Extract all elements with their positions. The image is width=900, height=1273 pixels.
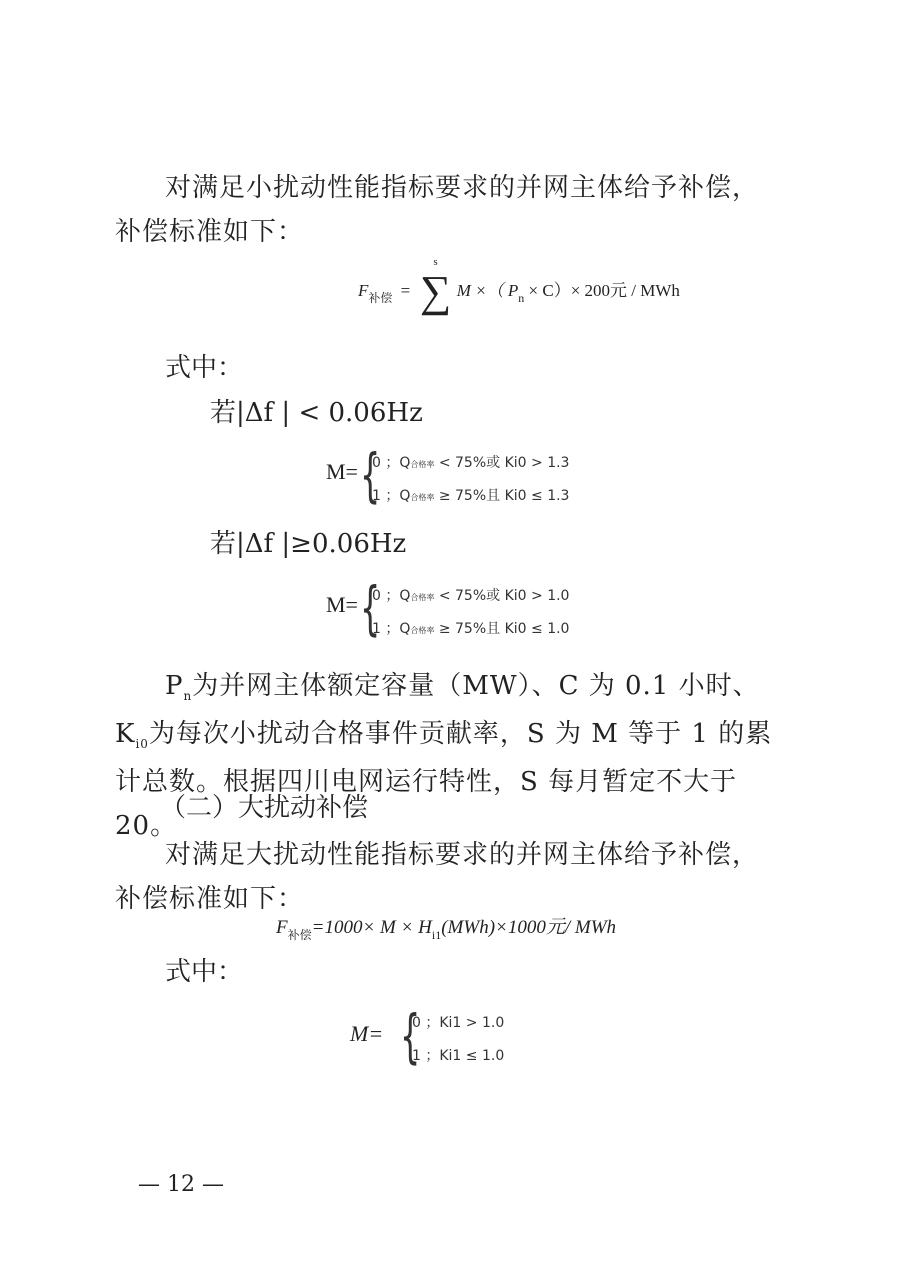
formula1-sum (419, 256, 453, 316)
m1-label: M= (326, 459, 358, 484)
formula1-body-sub: n (518, 290, 525, 305)
heading-large-disturbance: （二）大扰动补偿 (160, 793, 369, 823)
formula1-lhs: F (358, 280, 369, 300)
m3-label: M= (350, 1021, 384, 1046)
m2-brace: { (360, 574, 381, 642)
label-where-1: 式中： (165, 353, 244, 383)
m3-case0: 0 ；Ki1 > 1.0 (412, 1015, 505, 1031)
formula2-body-sub: i1 (431, 928, 442, 942)
formula1-eq: = (400, 280, 411, 300)
para2-k-sub: i0 (135, 737, 149, 751)
m3-brace: { (400, 1002, 421, 1070)
formula1-body-post: × C）× 200元 / MWh (528, 280, 680, 300)
formula2-body-pre: =1000× M × H (311, 917, 432, 938)
condition-large-deviation: 若|Δf |≥0.06Hz (210, 529, 407, 559)
formula1-sum-top: s (433, 256, 438, 268)
para2-p-sub: n (183, 689, 193, 703)
formula2-lhs: F (276, 917, 288, 938)
formula1-lhs-sub: 补偿 (368, 290, 393, 305)
m1-case0: 0 ；Q合格率 < 75%或 Ki0 > 1.3 (372, 455, 570, 471)
m2-case1: 1 ；Q合格率 ≥ 75%且 Ki0 ≤ 1.0 (372, 621, 570, 637)
label-where-2: 式中： (165, 957, 244, 987)
paragraph-small-disturbance-intro: 对满足小扰动性能指标要求的并网主体给予补偿，补偿标准如下： (115, 173, 760, 247)
para2-p: P (165, 671, 184, 701)
para2-text2: 为每次小扰动合格事件贡献率，S 为 M 等于 1 的累计总数。根据四川电网运行特性，S 每月暂定不大于 20。 (115, 719, 773, 841)
para2-text1: 为并网主体额定容量（MW）、C 为 0.1 小时、K (115, 671, 760, 749)
formula-large-disturbance-compensation (276, 912, 617, 942)
m3-case1: 1 ；Ki1 ≤ 1.0 (412, 1048, 505, 1064)
m1-brace: { (360, 441, 381, 509)
paragraph-large-disturbance-intro: 对满足大扰动性能指标要求的并网主体给予补偿，补偿标准如下： (115, 840, 760, 914)
m2-case0: 0 ；Q合格率 < 75%或 Ki0 > 1.0 (372, 588, 570, 604)
formula1-sum-sign: ∑ (419, 267, 452, 316)
condition-small-deviation: 若|Δf | < 0.06Hz (210, 398, 423, 428)
formula2-body-post: (MWh)×1000元/ MWh (441, 917, 617, 938)
formula1-body-pre: M ×（ P (456, 280, 519, 300)
page-number: — 12 — (138, 1172, 224, 1197)
formula2-lhs-sub: 补偿 (287, 928, 312, 942)
formula-small-disturbance-compensation (358, 256, 680, 316)
m2-label: M= (326, 592, 358, 617)
m1-case1: 1 ；Q合格率 ≥ 75%且 Ki0 ≤ 1.3 (372, 488, 570, 504)
